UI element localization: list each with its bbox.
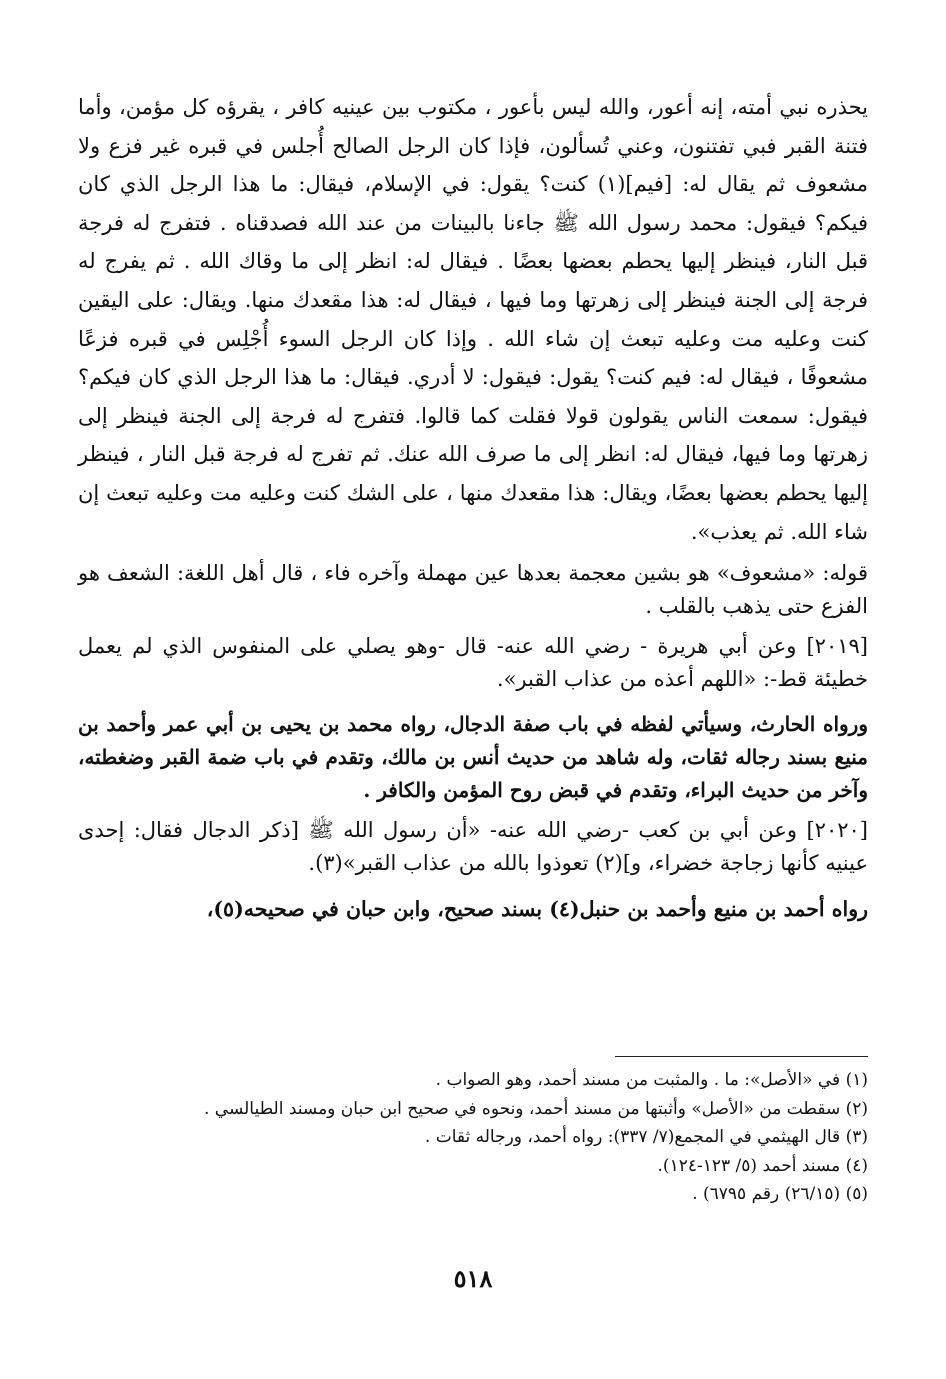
footnote-separator [615, 1056, 868, 1057]
takhrij-2020: رواه أحمد بن منيع وأحمد بن حنبل(٤) بسند صحيح، وابن حبان في صحيحه(٥)، [206, 897, 868, 922]
page-number: ٥١٨ [453, 1264, 493, 1293]
footnote-5: (٥) (٢٦/١٥) رقم ٦٧٩٥) . [692, 1184, 868, 1205]
footnote-1: (١) في «الأصل»: ما . والمثبت من مسند أحمد، وهو الصواب . [435, 1070, 868, 1090]
hadith-2019: [٢٠١٩] وعن أبي هريرة - رضي الله عنه- قال -وهو يصلي على المنفوس الذي لم يعمل خطيئة قط-: «اللهم أعذه من عذاب القبر». [78, 634, 868, 692]
page-body [78, 88, 868, 1205]
footnote-2: (٢) سقطت من «الأصل» وأثبتها من مسند أحمد، ونحوه في صحيح ابن حبان ومسند الطيالسي . [203, 1098, 868, 1119]
footnote-4: (٤) مسند أحمد (٥/ ١٢٣-١٢٤). [657, 1155, 868, 1176]
footnote-3: (٣) قال الهيثمي في المجمع(٧/ ٣٣٧): رواه أحمد، ورجاله ثقات . [424, 1127, 868, 1148]
takhrij-2019: ورواه الحارث، وسيأتي لفظه في باب صفة الدجال، رواه محمد بن يحيى بن أبي عمر وأحمد بن منيع بسند رجاله ثقات، وله شاهد من حديث أنس بن مالك، وتقدم في باب ضمة القبر وضغطته، وآخر من حديث البراء، وتقدم في قبض روح المؤمن والكافر . [78, 712, 868, 803]
word-explanation-note: قوله: «مشعوف» هو بشين معجمة بعدها عين مهملة وآخره فاء ، قال أهل اللغة: الشعف هو الفزع حتى يذهب بالقلب . [78, 561, 868, 619]
footnotes [78, 1066, 868, 1209]
hadith-2020: [٢٠٢٠] وعن أبي بن كعب -رضي الله عنه- «أن رسول الله ﷺ [ذكر الدجال فقال: إحدى عينيه كأنها زجاجة خضراء، و](٢) تعوذوا بالله من عذاب القبر»(٣). [78, 818, 868, 876]
hadith-text-body: يحذره نبي أمته، إنه أعور، والله ليس بأعور ، مكتوب بين عينيه كافر ، يقرؤه كل مؤمن، وأما فتنة القبر فبي تفتنون، وعني تُسألون، فإذا كان الرجل الصالح أُجلس في قبره غير فزع ولا مشعوف ثم يقال له: [فيم](١) كنت؟ يقول: في الإسلام، فيقال: ما هذا الرجل الذي كان فيكم؟ فيقول: محمد رسول الله ﷺ جاءنا بالبينات من عند الله فصدقناه . فتفرج له فرجة قبل النار، فينظر إليها يحطم بعضها بعضًا . فيقال له: انظر إلى ما وقاك الله . ثم يفرج له فرجة إلى الجنة فينظر إلى زهرتها وما فيها ، فيقال له: هذا مقعدك منها. ويقال: على اليقين كنت وعليه مت وعليه تبعث إن شاء الله . وإذا كان الرجل السوء أُجْلِس في قبره فزعًا مشعوفًا ، فيقال له: فيم كنت؟ يقول: فيقول: لا أدري. فيقال: ما هذا الرجل الذي كان فيكم؟ فيقول: سمعت الناس يقولون قولا فقلت كما قالوا. فتفرج له فرجة إلى الجنة فينظر إلى زهرتها وما فيها، فيقال له: انظر إلى ما صرف الله عنك. ثم تفرج له فرجة قبل النار ، فينظر إليها يحطم بعضها بعضًا، ويقال: هذا مقعدك منها ، على الشك كنت وعليه مت وعليه تبعث إن شاء الله. ثم يعذب». [78, 95, 868, 544]
